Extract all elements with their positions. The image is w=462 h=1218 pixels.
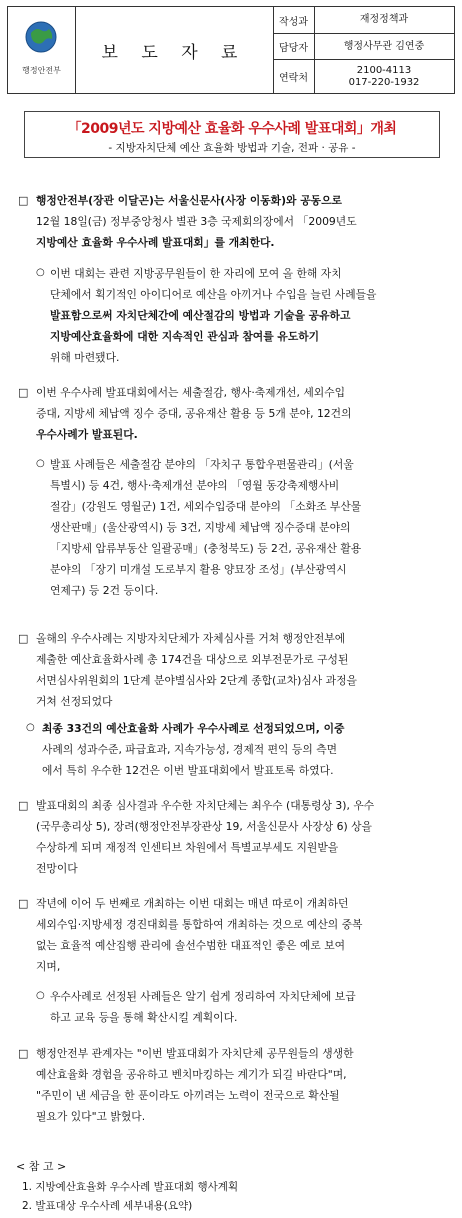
text-line: 발표 사례들은 세출절감 분야의 「자치구 통합우편물관리」(서울	[50, 458, 354, 471]
phone-number-2: 017-220-1932	[348, 76, 420, 88]
phone-row	[273, 60, 454, 93]
text-line: 제출한 예산효율화사례 총 174건을 대상으로 외부전문가로 구성된	[36, 653, 349, 666]
paragraph-1-sub	[50, 263, 446, 368]
text-line: 우수사례로 선정된 사례들은 알기 쉽게 정리하여 자치단체에 보급	[50, 990, 356, 1003]
text-line: 작년에 이어 두 번째로 개최하는 이번 대회는 매년 따로이 개최하던	[36, 897, 349, 910]
subheadline: - 지방자치단체 예산 효율화 방법과 기술, 전파 · 공유 -	[108, 142, 356, 154]
text-line: 서면심사위원회의 1단계 분야별심사와 2단계 종합(교차)심사 과정을	[36, 674, 357, 687]
text-line: 거쳐 선정되었다	[36, 695, 113, 708]
headline: 「2009년도 지방예산 효율화 우수사례 발표대회」개최	[67, 121, 397, 137]
text-line: 이번 우수사례 발표대회에서는 세출절감, 행사·축제개선, 세외수입	[36, 386, 346, 399]
text-line: "주민이 낸 세금을 한 푼이라도 아끼려는 노력이 전국으로 확산될	[36, 1089, 340, 1102]
text-line: 특별시) 등 4건, 행사·축제개선 분야의 「영월 동강축제행사비	[50, 479, 340, 492]
text-line: 우수사례가 발표된다.	[36, 428, 138, 441]
text-line: 「지방세 압류부동산 일괄공매」(충청북도) 등 2건, 공유재산 활용	[50, 542, 362, 555]
text-line: 예산효율화 경험을 공유하고 벤치마킹하는 계기가 되길 바란다"며,	[36, 1068, 347, 1081]
paragraph-4	[36, 795, 446, 879]
paragraph-6	[36, 1043, 446, 1127]
text-line: 세외수입·지방세정 경진대회를 통합하여 개최하는 것으로 예산의 중복	[36, 918, 363, 931]
text-line: (국무총리상 5), 장려(행정안전부장관상 19, 서울신문사 사장상 6) 상을	[36, 820, 372, 833]
logo-cell	[8, 7, 76, 93]
document-type-title: 보 도 자 료	[75, 7, 274, 93]
text-line: 없는 효율적 예산집행 관리에 솔선수범한 대표적인 좋은 예로 보여	[36, 939, 346, 952]
reference-item: 1. 지방예산효율화 우수사례 발표대회 행사계획	[22, 1181, 239, 1193]
square-bullet-icon: □	[18, 1047, 29, 1060]
text-line: 지방예산 효율화 우수사례 발표대회」를 개최한다.	[36, 236, 275, 249]
text-line: 행정안전부 관계자는 "이번 발표대회가 자치단체 공무원들의 생생한	[36, 1047, 354, 1060]
text-line: 이번 대회는 관련 지방공무원들이 한 자리에 모여 올 한해 자치	[50, 267, 342, 280]
author-row	[273, 7, 454, 34]
paragraph-3	[36, 628, 446, 712]
square-bullet-icon: □	[18, 897, 29, 910]
ministry-logo-icon	[25, 21, 57, 53]
text-line: 발표함으로써 자치단체간에 예산절감의 방법과 기술을 공유하고	[50, 309, 351, 322]
text-line: 지방예산효율화에 대한 지속적인 관심과 참여를 유도하기	[50, 330, 320, 343]
circle-bullet-icon: ○	[26, 722, 35, 733]
text-line: 올해의 우수사례는 지방자치단체가 자체심사를 거쳐 행정안전부에	[36, 632, 346, 645]
circle-bullet-icon: ○	[36, 458, 45, 469]
text-line: 필요가 있다"고 밝혔다.	[36, 1110, 146, 1123]
text-line: 분야의 「장기 미개설 도로부지 활용 양묘장 조성」(부산광역시	[50, 563, 347, 576]
paragraph-2	[36, 382, 446, 445]
contact-value: 행정사무관 김연중	[343, 40, 425, 52]
text-line: 단체에서 획기적인 아이디어로 예산을 아끼거나 수입을 늘린 사례들을	[50, 288, 377, 301]
text-line: 12월 18일(금) 정부중앙청사 별관 3층 국제회의장에서 「2009년도	[36, 215, 357, 228]
text-line: 연제구) 등 2건 등이다.	[50, 584, 159, 597]
text-line: 하고 교육 등을 통해 확산시킬 계획이다.	[50, 1011, 238, 1024]
phone-values	[314, 60, 454, 93]
phone-label: 연락처	[273, 60, 315, 93]
text-line: 행정안전부(장관 이달곤)는 서울신문사(사장 이동화)와 공동으로	[36, 194, 342, 207]
paragraph-5-sub	[50, 986, 446, 1028]
text-line: 증대, 지방세 체납액 징수 증대, 공유재산 활용 등 5개 분야, 12건의	[36, 407, 352, 420]
text-line: 생산판매」(울산광역시) 등 3건, 지방세 체납액 징수증대 분야의	[50, 521, 351, 534]
paragraph-5	[36, 893, 446, 977]
square-bullet-icon: □	[18, 194, 29, 207]
text-line: 에서 특히 우수한 12건은 이번 발표대회에서 발표토록 하였다.	[42, 764, 334, 777]
reference-title: < 참 고 >	[16, 1160, 67, 1173]
author-label: 작성과	[273, 7, 315, 33]
text-line: 수상하게 되며 재정적 인센티브 차원에서 특별교부세도 지원받을	[36, 841, 339, 854]
paragraph-2-sub	[50, 454, 446, 601]
phone-number-1: 2100-4113	[356, 64, 412, 76]
square-bullet-icon: □	[18, 632, 29, 645]
headline-box	[24, 111, 440, 158]
contact-row	[273, 34, 454, 60]
text-line: 위해 마련됐다.	[50, 351, 120, 364]
text-line: 절감」(강원도 영월군) 1건, 세외수입증대 분야의 「소화조 부산물	[50, 500, 362, 513]
header-table	[7, 6, 455, 94]
logo-text: 행정안전부	[22, 66, 61, 75]
contact-label: 담당자	[273, 34, 315, 59]
square-bullet-icon: □	[18, 799, 29, 812]
text-line: 최종 33건의 예산효율화 사례가 우수사례로 선정되었으며, 이중	[42, 722, 345, 735]
circle-bullet-icon: ○	[36, 990, 45, 1001]
paragraph-3-sub	[42, 718, 446, 781]
contact-info	[273, 7, 454, 93]
author-value: 재정정책과	[359, 14, 409, 25]
square-bullet-icon: □	[18, 386, 29, 399]
reference-item: 2. 발표대상 우수사례 세부내용(요약)	[22, 1200, 193, 1212]
circle-bullet-icon: ○	[36, 267, 45, 278]
text-line: 지며,	[36, 960, 61, 973]
paragraph-1	[36, 190, 446, 253]
text-line: 사례의 성과수준, 파급효과, 지속가능성, 경제적 편익 등의 측면	[42, 743, 338, 756]
text-line: 발표대회의 최종 심사결과 우수한 자치단체는 최우수 (대통령상 3), 우수	[36, 799, 375, 812]
text-line: 전망이다	[36, 862, 78, 875]
